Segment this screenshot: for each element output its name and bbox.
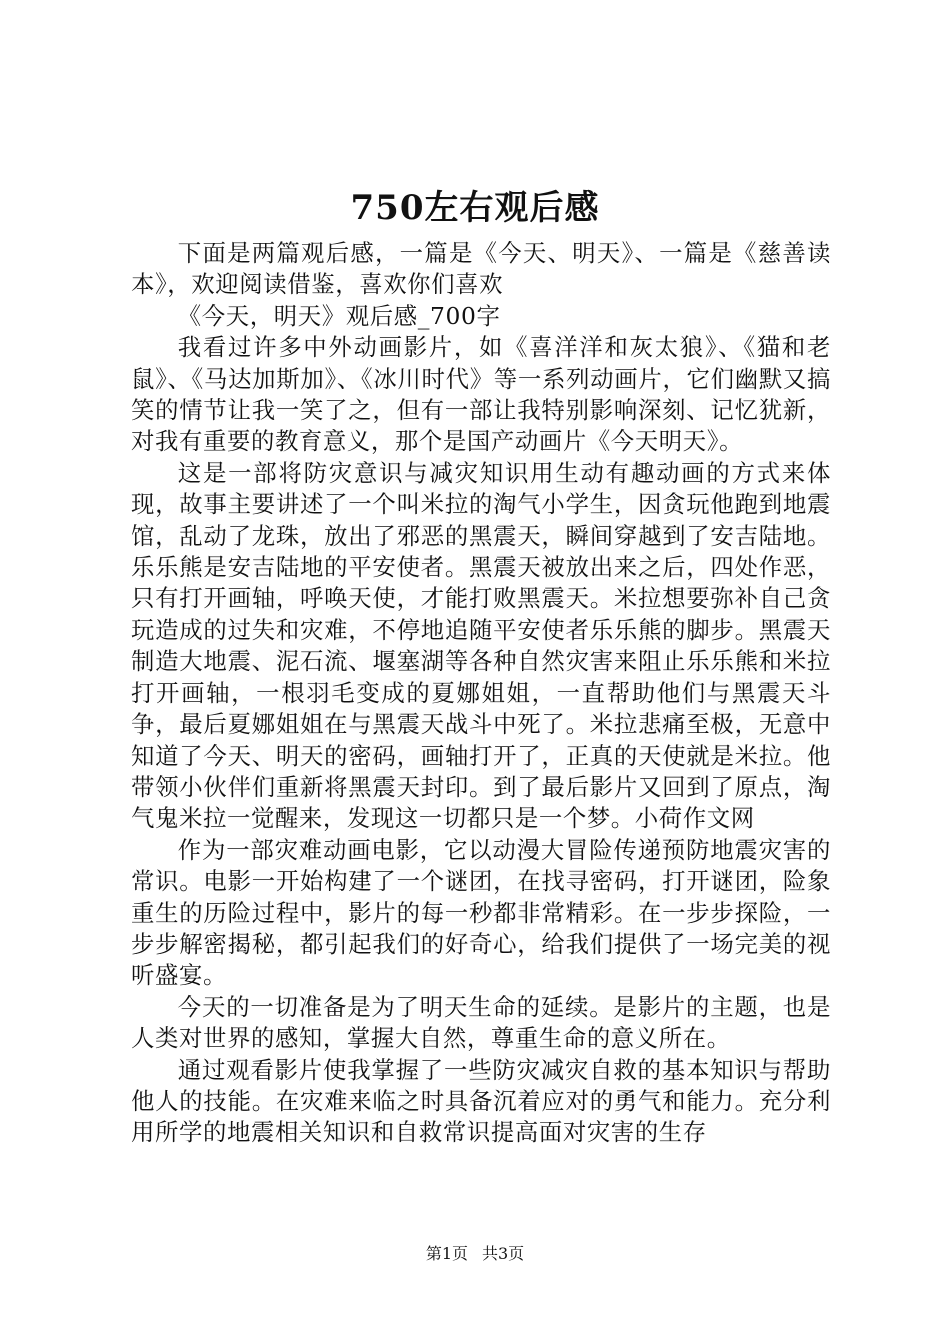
document-body: [131, 238, 831, 1149]
paragraph-4: 今天的一切准备是为了明天生命的延续。是影片的主题，也是人类对世界的感知，掌握大自然，尊重生命的意义所在。: [131, 992, 831, 1053]
page-footer: [0, 1243, 950, 1265]
paragraph-subtitle: 《今天，明天》观后感_700字: [177, 301, 501, 330]
paragraph-3: 作为一部灾难动画电影，它以动漫大冒险传递预防地震灾害的常识。电影一开始构建了一个谜团，在找寻密码，打开谜团，险象重生的历险过程中，影片的每一秒都非常精彩。在一步步探险，一步步解密揭秘，都引起我们的好奇心，给我们提供了一场完美的视听盛宴。: [131, 835, 831, 990]
paragraph-2: 这是一部将防灾意识与减灾知识用生动有趣动画的方式来体现，故事主要讲述了一个叫米拉的淘气小学生，因贪玩他跑到地震馆，乱动了龙珠，放出了邪恶的黑震天，瞬间穿越到了安吉陆地。乐乐熊是安吉陆地的平安使者。黑震天被放出来之后，四处作恶，只有打开画轴，呼唤天使，才能打败黑震天。米拉想要弥补自己贪玩造成的过失和灾难，不停地追随平安使者乐乐熊的脚步。黑震天制造大地震、泥石流、堰塞湖等各种自然灾害来阻止乐乐熊和米拉打开画轴，一根羽毛变成的夏娜姐姐，一直帮助他们与黑震天斗争，最后夏娜姐姐在与黑震天战斗中死了。米拉悲痛至极，无意中知道了今天、明天的密码，画轴打开了，正真的天使就是米拉。他带领小伙伴们重新将黑震天封印。到了最后影片又回到了原点，淘气鬼米拉一觉醒来，发现这一切都只是一个梦。小荷作文网: [131, 458, 831, 833]
page-number: 第1页: [425, 1244, 468, 1263]
paragraph-1: 我看过许多中外动画影片，如《喜洋洋和灰太狼》、《猫和老鼠》、《马达加斯加》、《冰川时代》等一系列动画片，它们幽默又搞笑的情节让我一笑了之，但有一部让我特别影响深刻、记忆犹新，对我有重要的教育意义，那个是国产动画片《今天明天》。: [131, 333, 831, 456]
page-total: 共3页: [482, 1244, 525, 1263]
document-title: 750左右观后感: [350, 188, 600, 228]
paragraph-intro: 下面是两篇观后感，一篇是《今天、明天》、一篇是《慈善读本》，欢迎阅读借鉴，喜欢你们喜欢: [131, 239, 831, 299]
paragraph-5: 通过观看影片使我掌握了一些防灾减灾自救的基本知识与帮助他人的技能。在灾难来临之时具备沉着应对的勇气和能力。充分利用所学的地震相关知识和自救常识提高面对灾害的生存: [131, 1055, 831, 1147]
